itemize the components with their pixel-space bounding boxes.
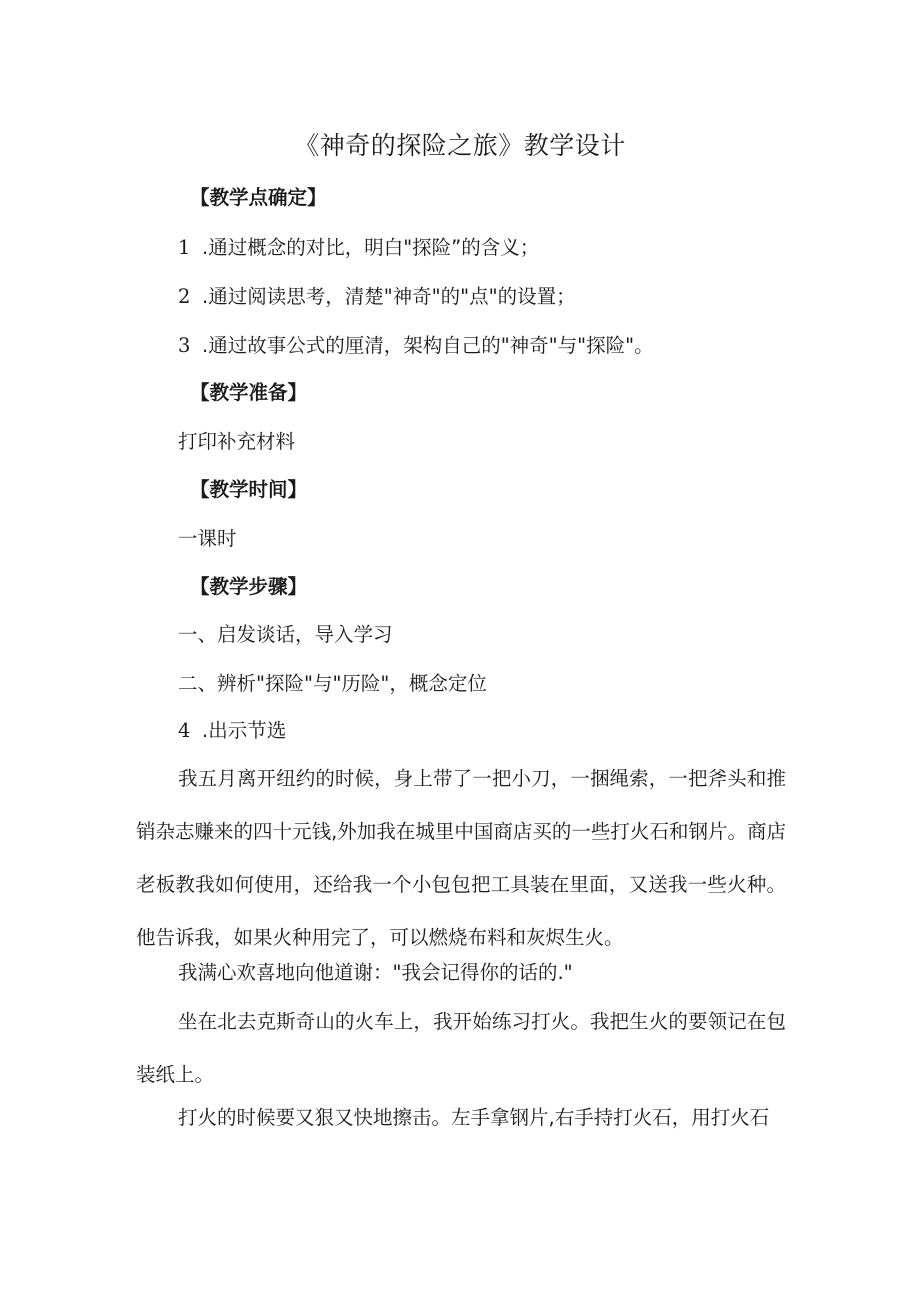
focus-item-text: .通过阅读思考，清楚"神奇"的"点"的设置； <box>202 285 576 308</box>
document-title: 《神奇的探险之旅》教学设计 <box>294 131 626 160</box>
focus-item-2 <box>178 284 576 310</box>
sub-item-excerpt <box>178 718 286 744</box>
sub-item-text: .出示节选 <box>202 719 287 742</box>
excerpt-paragraph-4: 打火的时候要又狠又快地擦击。左手拿钢片,右手持打火石，用打火石 <box>178 1106 770 1129</box>
excerpt-paragraph-1: 我五月离开纽约的时候，身上带了一把小刀，一捆绳索，一把斧头和推销杂志赚来的四十元钱,外加我在城里中国商店买的一些打火石和钢片。商店老板教我如何使用，还给我一个小包包把工具装在里面，又送我一些火种。他告诉我，如果火种用完了，可以燃烧布料和灰烬生火。 <box>136 767 786 949</box>
focus-item-text: .通过故事公式的厘清，架构自己的"神奇"与"探险"。 <box>202 334 654 357</box>
heading-teaching-steps: 【教学步骤】 <box>190 575 308 598</box>
heading-teaching-focus: 【教学点确定】 <box>190 186 327 209</box>
heading-teaching-prep: 【教学准备】 <box>190 381 308 404</box>
focus-item-number: 2 <box>178 285 191 308</box>
excerpt-paragraph-2: 我满心欢喜地向他道谢："我会记得你的话的." <box>178 961 573 984</box>
focus-item-3 <box>178 333 654 359</box>
focus-item-text: .通过概念的对比，明白"探险”的含义； <box>202 236 540 259</box>
time-text: 一课时 <box>178 527 237 550</box>
focus-item-1 <box>178 235 539 261</box>
focus-item-number: 3 <box>178 334 191 357</box>
step-2: 二、辨析"探险"与"历险"，概念定位 <box>178 672 487 695</box>
step-1: 一、启发谈话，导入学习 <box>178 623 393 646</box>
heading-teaching-time: 【教学时间】 <box>190 478 308 501</box>
prep-text: 打印补充材料 <box>178 430 296 453</box>
excerpt-paragraph-3: 坐在北去克斯奇山的火车上，我开始练习打火。我把生火的要领记在包装纸上。 <box>136 1010 786 1086</box>
focus-item-number: 1 <box>178 236 191 259</box>
sub-item-number: 4 <box>178 719 191 742</box>
